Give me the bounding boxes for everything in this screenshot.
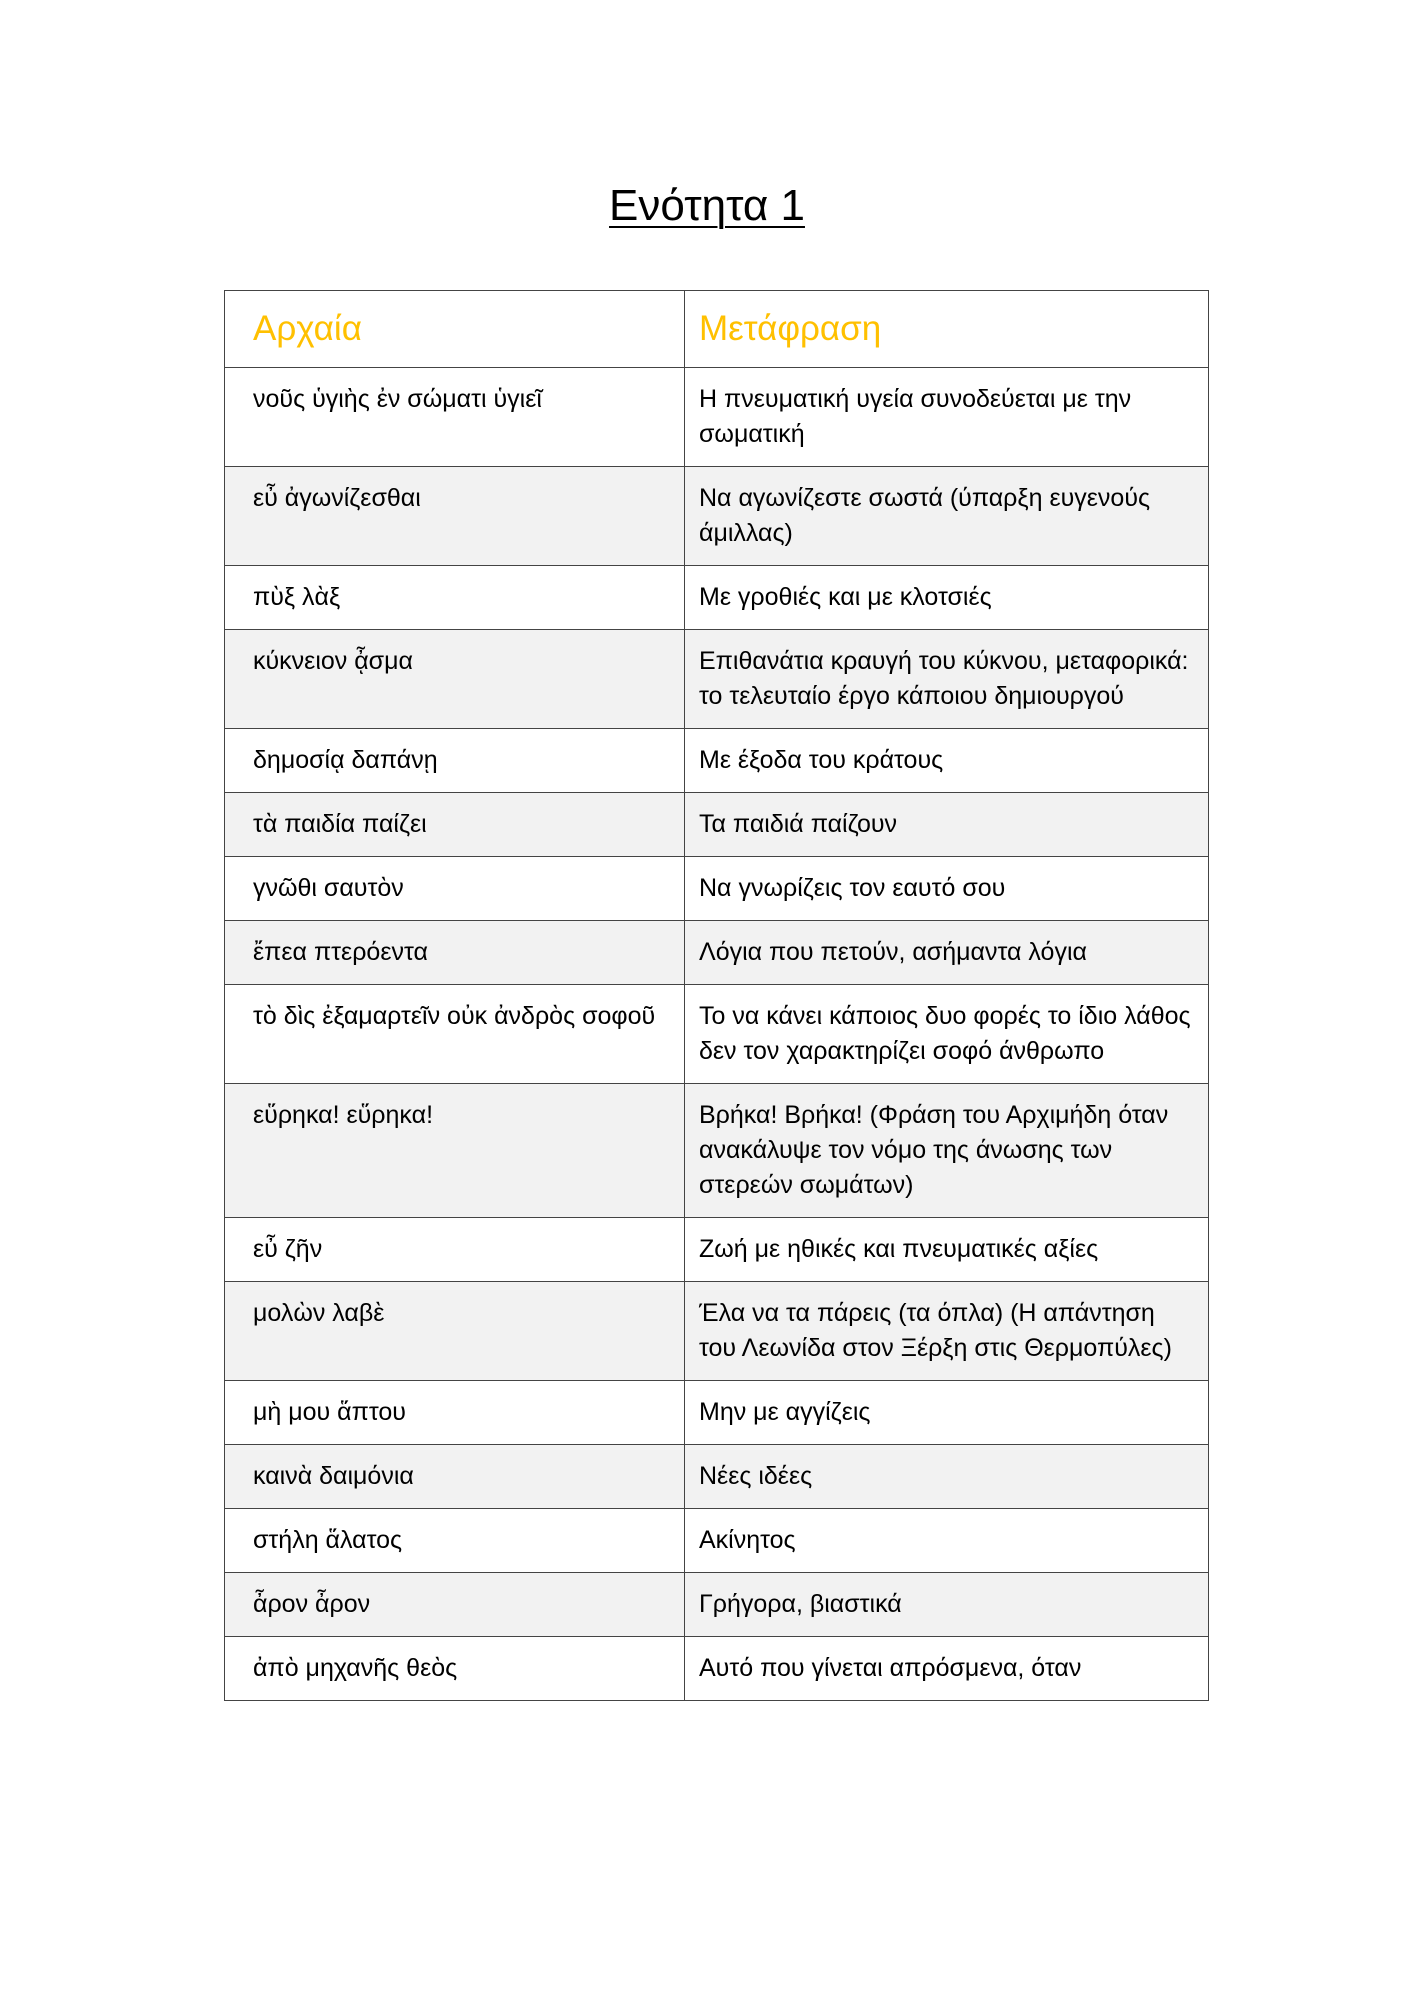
ancient-phrase-cell: δημοσίᾳ δαπάνῃ: [225, 729, 685, 793]
translation-cell: Νέες ιδέες: [685, 1445, 1209, 1509]
table-row: [225, 630, 1209, 729]
table-row: [225, 1445, 1209, 1509]
translation-cell: Τα παιδιά παίζουν: [685, 793, 1209, 857]
ancient-phrase-cell: εὖ ζῆν: [225, 1218, 685, 1282]
ancient-phrase-cell: μὴ μου ἅπτου: [225, 1381, 685, 1445]
table-row: [225, 1381, 1209, 1445]
translation-cell: Να αγωνίζεστε σωστά (ύπαρξη ευγενούς άμιλλας): [685, 467, 1209, 566]
translation-cell: Γρήγορα, βιαστικά: [685, 1573, 1209, 1637]
translation-cell: Αυτό που γίνεται απρόσμενα, όταν: [685, 1637, 1209, 1701]
ancient-phrase-cell: γνῶθι σαυτὸν: [225, 857, 685, 921]
ancient-phrase-cell: μολὼν λαβὲ: [225, 1282, 685, 1381]
table-row: [225, 1509, 1209, 1573]
translation-cell: Το να κάνει κάποιος δυο φορές το ίδιο λάθος δεν τον χαρακτηρίζει σοφό άνθρωπο: [685, 985, 1209, 1084]
table-row: [225, 1084, 1209, 1218]
translation-cell: Ακίνητος: [685, 1509, 1209, 1573]
ancient-phrase-cell: τὸ δὶς ἐξαμαρτεῖν οὐκ ἀνδρὸς σοφοῦ: [225, 985, 685, 1084]
page-title: Ενότητα 1: [609, 181, 805, 230]
translation-cell: Να γνωρίζεις τον εαυτό σου: [685, 857, 1209, 921]
ancient-phrase-cell: κύκνειον ᾆσμα: [225, 630, 685, 729]
column-header-ancient: Αρχαία: [225, 291, 685, 368]
table-header: [225, 291, 1209, 368]
translation-cell: Η πνευματική υγεία συνοδεύεται με την σωματική: [685, 368, 1209, 467]
translation-cell: Ζωή με ηθικές και πνευματικές αξίες: [685, 1218, 1209, 1282]
phrases-table: [224, 290, 1209, 1701]
table-row: [225, 467, 1209, 566]
ancient-phrase-cell: ἀπὸ μηχανῆς θεὸς: [225, 1637, 685, 1701]
table-row: [225, 857, 1209, 921]
translation-cell: Επιθανάτια κραυγή του κύκνου, μεταφορικά: το τελευταίο έργο κάποιου δημιουργού: [685, 630, 1209, 729]
translation-cell: Λόγια που πετούν, ασήμαντα λόγια: [685, 921, 1209, 985]
header-row: [225, 291, 1209, 368]
ancient-phrase-cell: πὺξ λὰξ: [225, 566, 685, 630]
table-row: [225, 729, 1209, 793]
ancient-phrase-cell: ἆρον ἆρον: [225, 1573, 685, 1637]
ancient-phrase-cell: τὰ παιδία παίζει: [225, 793, 685, 857]
table-row: [225, 1282, 1209, 1381]
ancient-phrase-cell: καινὰ δαιμόνια: [225, 1445, 685, 1509]
table-row: [225, 1573, 1209, 1637]
ancient-phrase-cell: ἔπεα πτερόεντα: [225, 921, 685, 985]
ancient-phrase-cell: εὖ ἀγωνίζεσθαι: [225, 467, 685, 566]
translation-cell: Μην με αγγίζεις: [685, 1381, 1209, 1445]
table-row: [225, 368, 1209, 467]
translation-cell: Με γροθιές και με κλοτσιές: [685, 566, 1209, 630]
table-body: [225, 368, 1209, 1701]
column-header-translation: Μετάφραση: [685, 291, 1209, 368]
translation-cell: Βρήκα! Βρήκα! (Φράση του Αρχιμήδη όταν ανακάλυψε τον νόμο της άνωσης των στερεών σωμάτων): [685, 1084, 1209, 1218]
translation-cell: Έλα να τα πάρεις (τα όπλα) (Η απάντηση του Λεωνίδα στον Ξέρξη στις Θερμοπύλες): [685, 1282, 1209, 1381]
table-row: [225, 921, 1209, 985]
table-row: [225, 1218, 1209, 1282]
table-row: [225, 985, 1209, 1084]
ancient-phrase-cell: νοῦς ὑγιὴς ἐν σώματι ὑγιεῖ: [225, 368, 685, 467]
translation-cell: Με έξοδα του κράτους: [685, 729, 1209, 793]
table-row: [225, 566, 1209, 630]
table-row: [225, 1637, 1209, 1701]
ancient-phrase-cell: στήλη ἅλατος: [225, 1509, 685, 1573]
ancient-phrase-cell: εὕρηκα! εὕρηκα!: [225, 1084, 685, 1218]
table-row: [225, 793, 1209, 857]
